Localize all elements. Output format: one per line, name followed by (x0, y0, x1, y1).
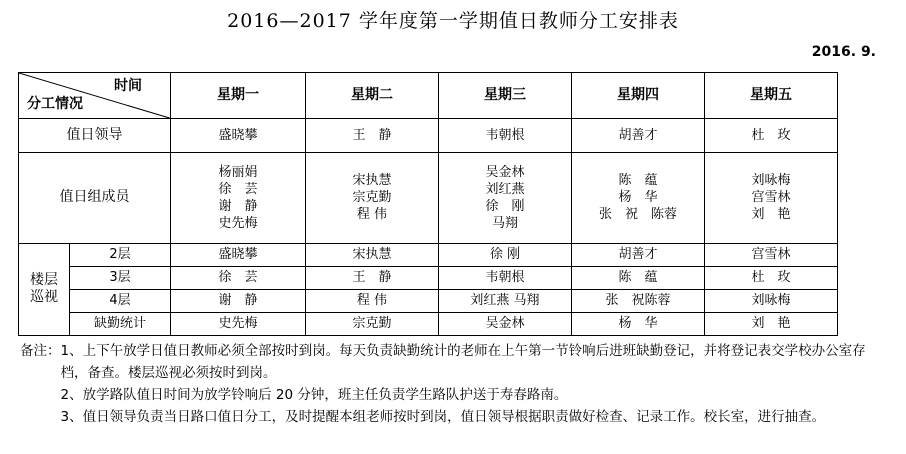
floor-cell: 陈 蕴 (572, 266, 705, 289)
floor-row-3 (19, 266, 838, 289)
notes-prefix: 备注： (20, 343, 61, 359)
floor-cell: 徐 芸 (171, 266, 306, 289)
member-name: 谢 静 (218, 198, 258, 214)
leader-tue: 王 静 (306, 119, 439, 153)
members-tue (306, 153, 439, 243)
floor-label: 4层 (70, 289, 171, 312)
day-header-fri: 星期五 (705, 73, 838, 119)
note-text: 1、上下午放学日值日教师必须全部按时到岗。每天负责缺勤统计的老师在上午第一节铃响后进班缺勤登记，并将登记表交学校办公室存档，备查。楼层巡视必须按时到岗。 (60, 343, 866, 381)
floor-cell: 王 静 (306, 266, 439, 289)
floors-label-text: 楼层巡视 (30, 272, 58, 306)
note-text: 3、值日领导负责当日路口值日分工，及时提醒本组老师按时到岗，值日领导根据职责做好检查、记录工作。校长室，进行抽查。 (60, 409, 826, 425)
leader-thu: 胡善才 (572, 119, 705, 153)
document-date: 2016. 9. (811, 44, 876, 60)
floor-cell: 程 伟 (306, 289, 439, 312)
member-name: 徐 芸 (218, 181, 258, 197)
floor-label: 缺勤统计 (70, 312, 171, 335)
member-name: 刘咏梅 (751, 173, 791, 189)
floor-cell: 盛晓攀 (171, 243, 306, 266)
notes-section (20, 340, 890, 428)
floor-cell: 胡善才 (572, 243, 705, 266)
floor-row-4 (19, 289, 838, 312)
floor-cell: 刘 艳 (705, 312, 838, 335)
day-header-mon: 星期一 (171, 73, 306, 119)
member-name: 马翔 (491, 215, 518, 231)
floors-label (19, 243, 70, 335)
day-header-wed: 星期三 (439, 73, 572, 119)
member-name: 吴金林 (485, 164, 525, 180)
member-name: 程 伟 (356, 207, 388, 223)
note-text: 2、放学路队值日时间为放学铃响后 20 分钟，班主任负责学生路队护送于寿春路南。 (60, 387, 568, 403)
floor-row-2 (19, 243, 838, 266)
header-corner-cell (19, 73, 171, 119)
member-name: 刘 艳 (751, 207, 791, 223)
header-row (19, 73, 838, 119)
floor-cell: 宗克勤 (306, 312, 439, 335)
member-name: 宫雪林 (751, 190, 791, 206)
member-name: 杨 华 (618, 190, 658, 206)
members-wed (439, 153, 572, 243)
members-thu (572, 153, 705, 243)
member-name: 宋执慧 (352, 173, 392, 189)
day-header-thu: 星期四 (572, 73, 705, 119)
members-label: 值日组成员 (19, 153, 171, 243)
leaders-label: 值日领导 (19, 119, 171, 153)
floor-cell: 宫雪林 (705, 243, 838, 266)
corner-label-assignment: 分工情况 (27, 96, 83, 113)
member-name: 宗克勤 (352, 190, 392, 206)
members-row (19, 153, 838, 243)
floor-label: 2层 (70, 243, 171, 266)
leader-wed: 韦朝根 (439, 119, 572, 153)
note-item (20, 384, 890, 406)
floor-cell: 谢 静 (171, 289, 306, 312)
member-name: 刘红燕 (485, 181, 525, 197)
leaders-row (19, 119, 838, 153)
member-name: 张 祝 陈蓉 (598, 207, 677, 223)
note-item (20, 406, 890, 428)
absence-row (19, 312, 838, 335)
floor-cell: 杜 玫 (705, 266, 838, 289)
floor-label: 3层 (70, 266, 171, 289)
page-title: 2016—2017 学年度第一学期值日教师分工安排表 (227, 10, 679, 32)
members-mon (171, 153, 306, 243)
member-name: 杨丽娟 (218, 164, 258, 180)
floor-cell: 杨 华 (572, 312, 705, 335)
floor-cell: 韦朝根 (439, 266, 572, 289)
floor-cell: 张 祝陈蓉 (572, 289, 705, 312)
floor-cell: 刘红燕 马翔 (439, 289, 572, 312)
duty-schedule-table (18, 72, 838, 336)
floor-cell: 刘咏梅 (705, 289, 838, 312)
note-item (20, 340, 890, 384)
leader-mon: 盛晓攀 (171, 119, 306, 153)
members-fri (705, 153, 838, 243)
leader-fri: 杜 玫 (705, 119, 838, 153)
floor-cell: 徐 刚 (439, 243, 572, 266)
floor-cell: 史先梅 (171, 312, 306, 335)
floor-cell: 吴金林 (439, 312, 572, 335)
floor-cell: 宋执慧 (306, 243, 439, 266)
corner-label-time: 时间 (114, 78, 142, 94)
member-name: 徐 刚 (485, 198, 525, 214)
member-name: 史先梅 (218, 215, 258, 231)
day-header-tue: 星期二 (306, 73, 439, 119)
member-name: 陈 蕴 (618, 173, 658, 189)
